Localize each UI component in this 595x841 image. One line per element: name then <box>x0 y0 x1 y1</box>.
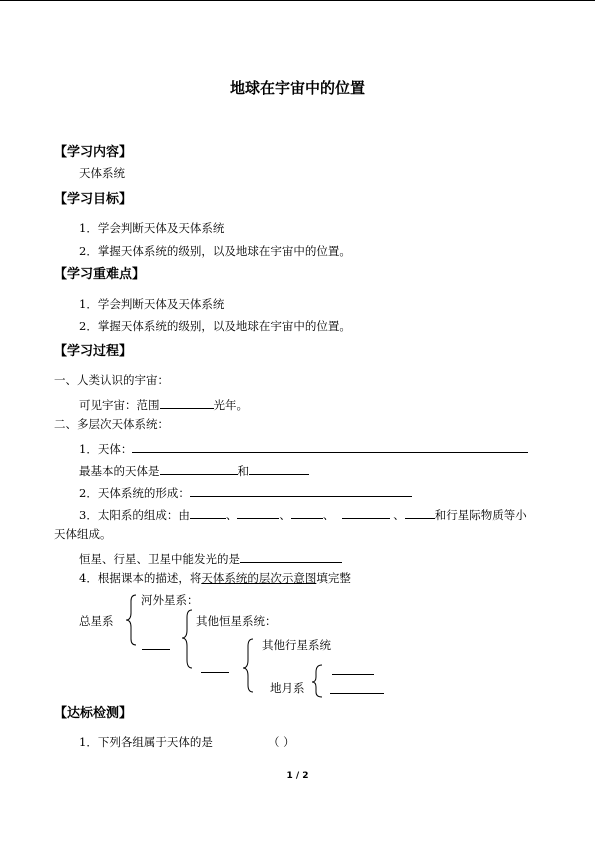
blank-moon[interactable] <box>330 693 384 694</box>
heading-process: 【学习过程】 <box>54 344 133 359</box>
page-number: 1 / 2 <box>286 771 309 781</box>
q3-label: 3．太阳系的组成：由 <box>79 508 190 522</box>
diagram-root-label: 总星系 <box>79 614 114 628</box>
q3-continuation: 天体组成。 <box>54 527 112 541</box>
heading-key-points: 【学习重难点】 <box>54 267 146 282</box>
diagram-earth-moon: 地月系 <box>270 681 305 695</box>
q3-sep-1: 、 <box>225 508 238 522</box>
visible-universe-unit: 光年。 <box>213 398 248 412</box>
brace-root <box>126 595 136 645</box>
q3-luminous-label: 恒星、行星、卫星中能发光的是 <box>79 552 240 566</box>
visible-universe-label: 可见宇宙：范围 <box>79 398 160 412</box>
diagram-other-stars: 其他恒星系统： <box>196 614 277 628</box>
q1-basic-and: 和 <box>237 464 249 478</box>
q4-label: 4．根据课本的描述，将 <box>79 571 202 585</box>
q1-label: 1．天体： <box>79 442 133 456</box>
blank-earth[interactable] <box>332 674 374 675</box>
q2-label: 2．天体系统的形成： <box>79 486 190 500</box>
blank-solar-system[interactable] <box>201 672 229 673</box>
brace-galaxy <box>182 610 192 668</box>
check-q1: 1．下列各组属于天体的是 <box>79 735 213 749</box>
part2-title: 二、多层次天体系统： <box>54 417 169 431</box>
q3-sep-4: 、 <box>393 508 405 522</box>
goal-item-2: 2．掌握天体系统的级别，以及地球在宇宙中的位置。 <box>79 244 351 258</box>
q1-basic-label: 最基本的天体是 <box>79 464 160 478</box>
q4-tail: 填完整 <box>316 571 351 585</box>
key-point-item-2: 2．掌握天体系统的级别，以及地球在宇宙中的位置。 <box>79 319 351 333</box>
q3-sep-2: 、 <box>279 508 291 522</box>
goal-item-1: 1．学会判断天体及天体系统 <box>79 221 225 235</box>
part1-title: 一、人类认识的宇宙： <box>54 373 169 387</box>
key-point-item-1: 1．学会判断天体及天体系统 <box>79 297 225 311</box>
heading-goals: 【学习目标】 <box>54 192 133 207</box>
content-text: 天体系统 <box>79 166 125 180</box>
diagram-extragalactic: 河外星系： <box>141 593 199 607</box>
brace-earth-moon <box>312 665 322 697</box>
q3-tail: 和行星际物质等小 <box>434 508 527 522</box>
heading-check: 【达标检测】 <box>54 706 133 721</box>
brace-solar <box>243 639 253 692</box>
heading-content: 【学习内容】 <box>54 145 133 160</box>
q4-diagram-link: 天体系统的层次示意图 <box>201 571 317 585</box>
q3-sep-3: 、 <box>322 508 335 522</box>
diagram-other-planets: 其他行星系统 <box>262 638 331 652</box>
check-q1-answer-paren[interactable]: （ ） <box>268 735 295 749</box>
page-title: 地球在宇宙中的位置 <box>229 79 365 97</box>
blank-milky-way[interactable] <box>142 649 170 650</box>
